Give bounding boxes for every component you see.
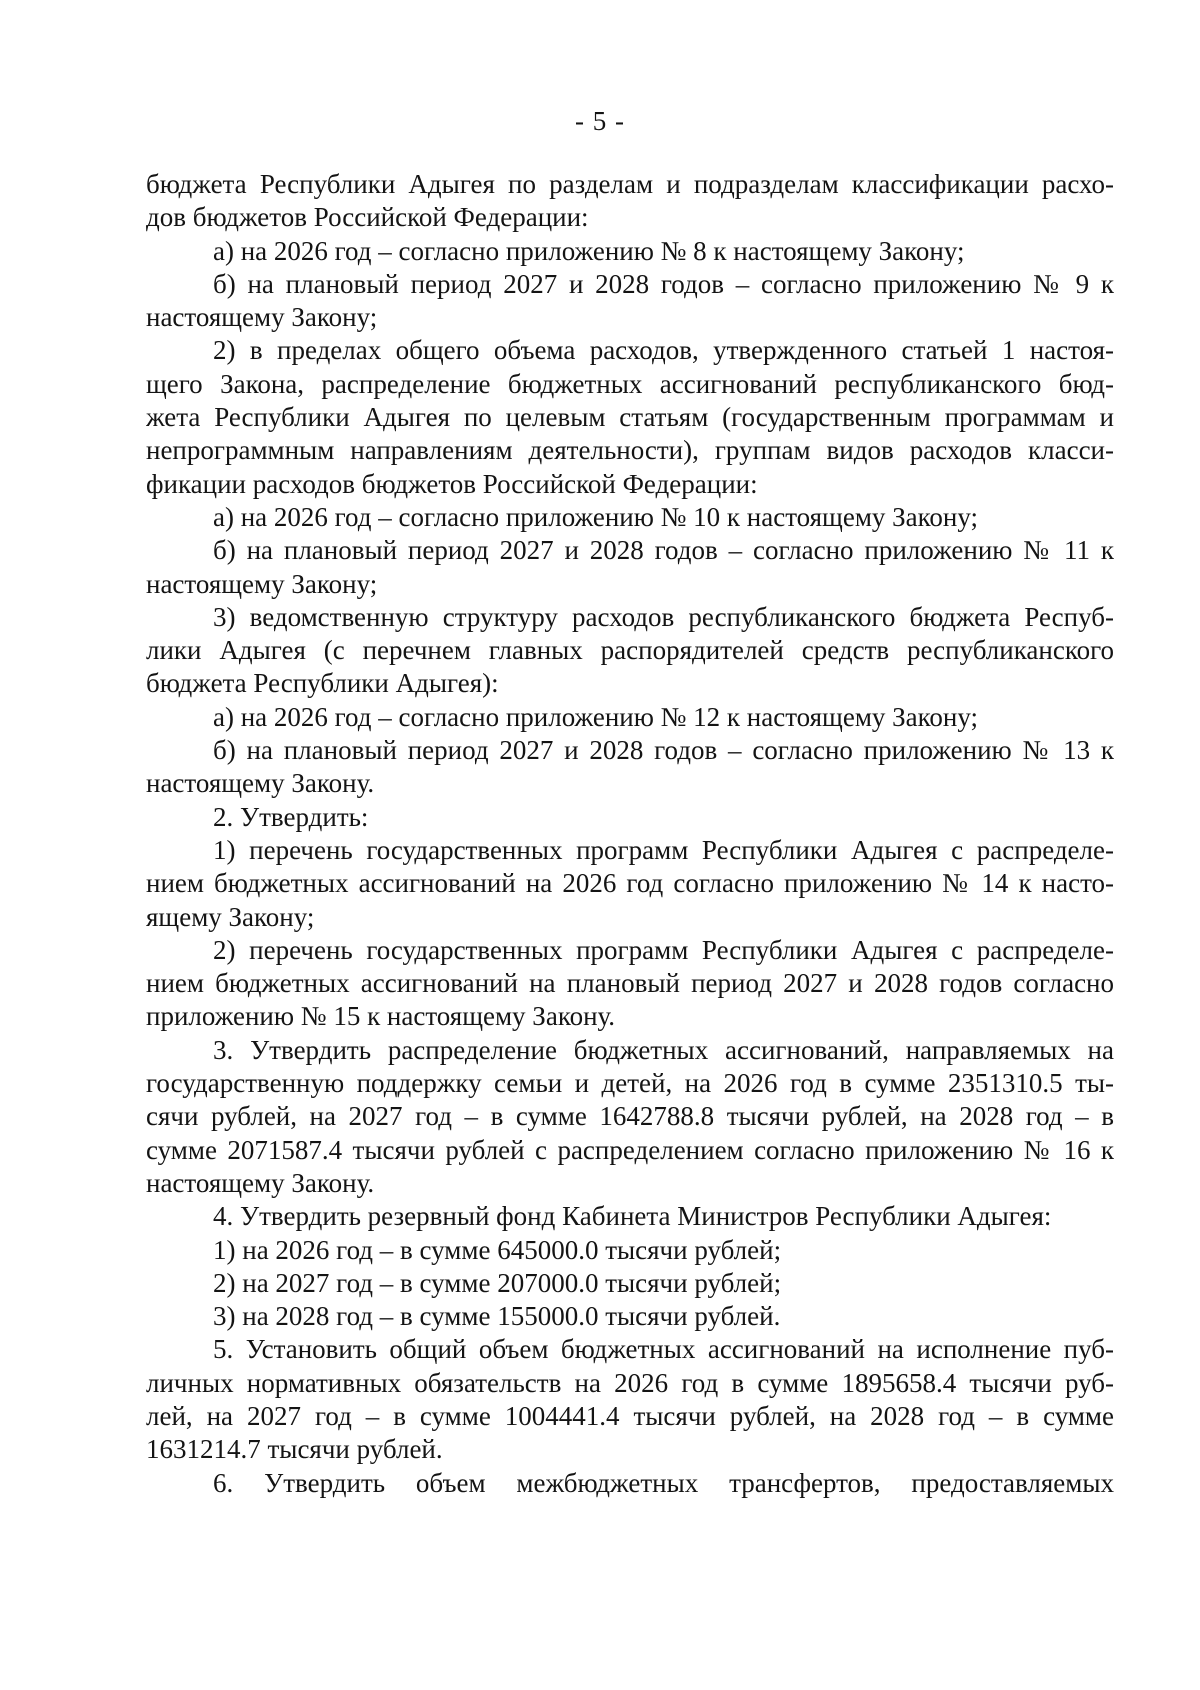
text-line: нием бюджетных ассигнований на 2026 год согласно приложению № 14 к насто- bbox=[146, 868, 1114, 899]
text-line: 4. Утвердить резервный фонд Кабинета Министров Республики Адыгея: bbox=[213, 1201, 1052, 1232]
text-line: а) на 2026 год – согласно приложению № 12 к настоящему Закону; bbox=[213, 701, 979, 732]
text-line: 2) перечень государственных программ Республики Адыгея с распределе- bbox=[213, 934, 1114, 965]
text-line: 3) ведомственную структуру расходов республиканского бюджета Респуб- bbox=[213, 601, 1114, 632]
text-line: б) на плановый период 2027 и 2028 годов – согласно приложению № 9 к bbox=[213, 268, 1114, 299]
text-line: щего Закона, распределение бюджетных ассигнований республиканского бюд- bbox=[146, 368, 1114, 399]
text-line: нием бюджетных ассигнований на плановый период 2027 и 2028 годов согласно bbox=[146, 968, 1114, 999]
text-line: непрограммным направлениям деятельности), группам видов расходов класси- bbox=[146, 435, 1114, 466]
page-number: - 5 - bbox=[575, 106, 625, 136]
text-line: 2) в пределах общего объема расходов, утвержденного статьей 1 настоя- bbox=[213, 335, 1114, 366]
text-line: 1) перечень государственных программ Республики Адыгея с распределе- bbox=[213, 834, 1114, 865]
text-line: бюджета Республики Адыгея по разделам и подразделам классификации расхо- bbox=[146, 169, 1114, 199]
text-line: приложению № 15 к настоящему Закону. bbox=[146, 1001, 616, 1032]
text-line: сумме 2071587.4 тысячи рублей с распределением согласно приложению № 16 к bbox=[146, 1134, 1114, 1165]
text-line: 2. Утвердить: bbox=[213, 801, 369, 832]
text-line: личных нормативных обязательств на 2026 год в сумме 1895658.4 тысячи руб- bbox=[146, 1367, 1114, 1398]
text-line: настоящему Закону. bbox=[146, 1167, 375, 1198]
text-line: 1) на 2026 год – в сумме 645000.0 тысячи рублей; bbox=[213, 1234, 782, 1265]
text-line: настоящему Закону. bbox=[146, 768, 375, 799]
text-line: сячи рублей, на 2027 год – в сумме 1642788.8 тысячи рублей, на 2028 год – в bbox=[146, 1101, 1114, 1132]
text-line: дов бюджетов Российской Федерации: bbox=[146, 202, 589, 233]
text-line: 5. Установить общий объем бюджетных ассигнований на исполнение пуб- bbox=[213, 1334, 1114, 1365]
text-line: б) на плановый период 2027 и 2028 годов – согласно приложению № 11 к bbox=[213, 535, 1114, 566]
text-line: 3) на 2028 год – в сумме 155000.0 тысячи рублей. bbox=[213, 1301, 781, 1332]
text-line: лики Адыгея (с перечнем главных распорядителей средств республиканского bbox=[146, 635, 1114, 666]
text-line: лей, на 2027 год – в сумме 1004441.4 тысячи рублей, на 2028 год – в сумме bbox=[146, 1400, 1114, 1431]
text-line: 6. Утвердить объем межбюджетных трансфертов, предоставляемых bbox=[213, 1467, 1114, 1498]
text-line: 1631214.7 тысячи рублей. bbox=[146, 1434, 443, 1465]
text-line: настоящему Закону; bbox=[146, 568, 378, 599]
text-line: б) на плановый период 2027 и 2028 годов – согласно приложению № 13 к bbox=[213, 735, 1114, 766]
text-line: ящему Закону; bbox=[146, 901, 315, 932]
text-line: фикации расходов бюджетов Российской Федерации: bbox=[146, 468, 758, 499]
text-line: бюджета Республики Адыгея): bbox=[146, 668, 499, 699]
text-line: а) на 2026 год – согласно приложению № 10 к настоящему Закону; bbox=[213, 501, 979, 532]
text-line: а) на 2026 год – согласно приложению № 8 к настоящему Закону; bbox=[213, 235, 965, 266]
document-body bbox=[146, 168, 1114, 1500]
text-line: настоящему Закону; bbox=[146, 302, 378, 333]
text-line: 2) на 2027 год – в сумме 207000.0 тысячи рублей; bbox=[213, 1267, 782, 1298]
text-line: жета Республики Адыгея по целевым статьям (государственным программам и bbox=[146, 402, 1114, 433]
text-line: государственную поддержку семьи и детей, на 2026 год в сумме 2351310.5 ты- bbox=[146, 1068, 1114, 1099]
text-line: 3. Утвердить распределение бюджетных ассигнований, направляемых на bbox=[213, 1034, 1114, 1065]
